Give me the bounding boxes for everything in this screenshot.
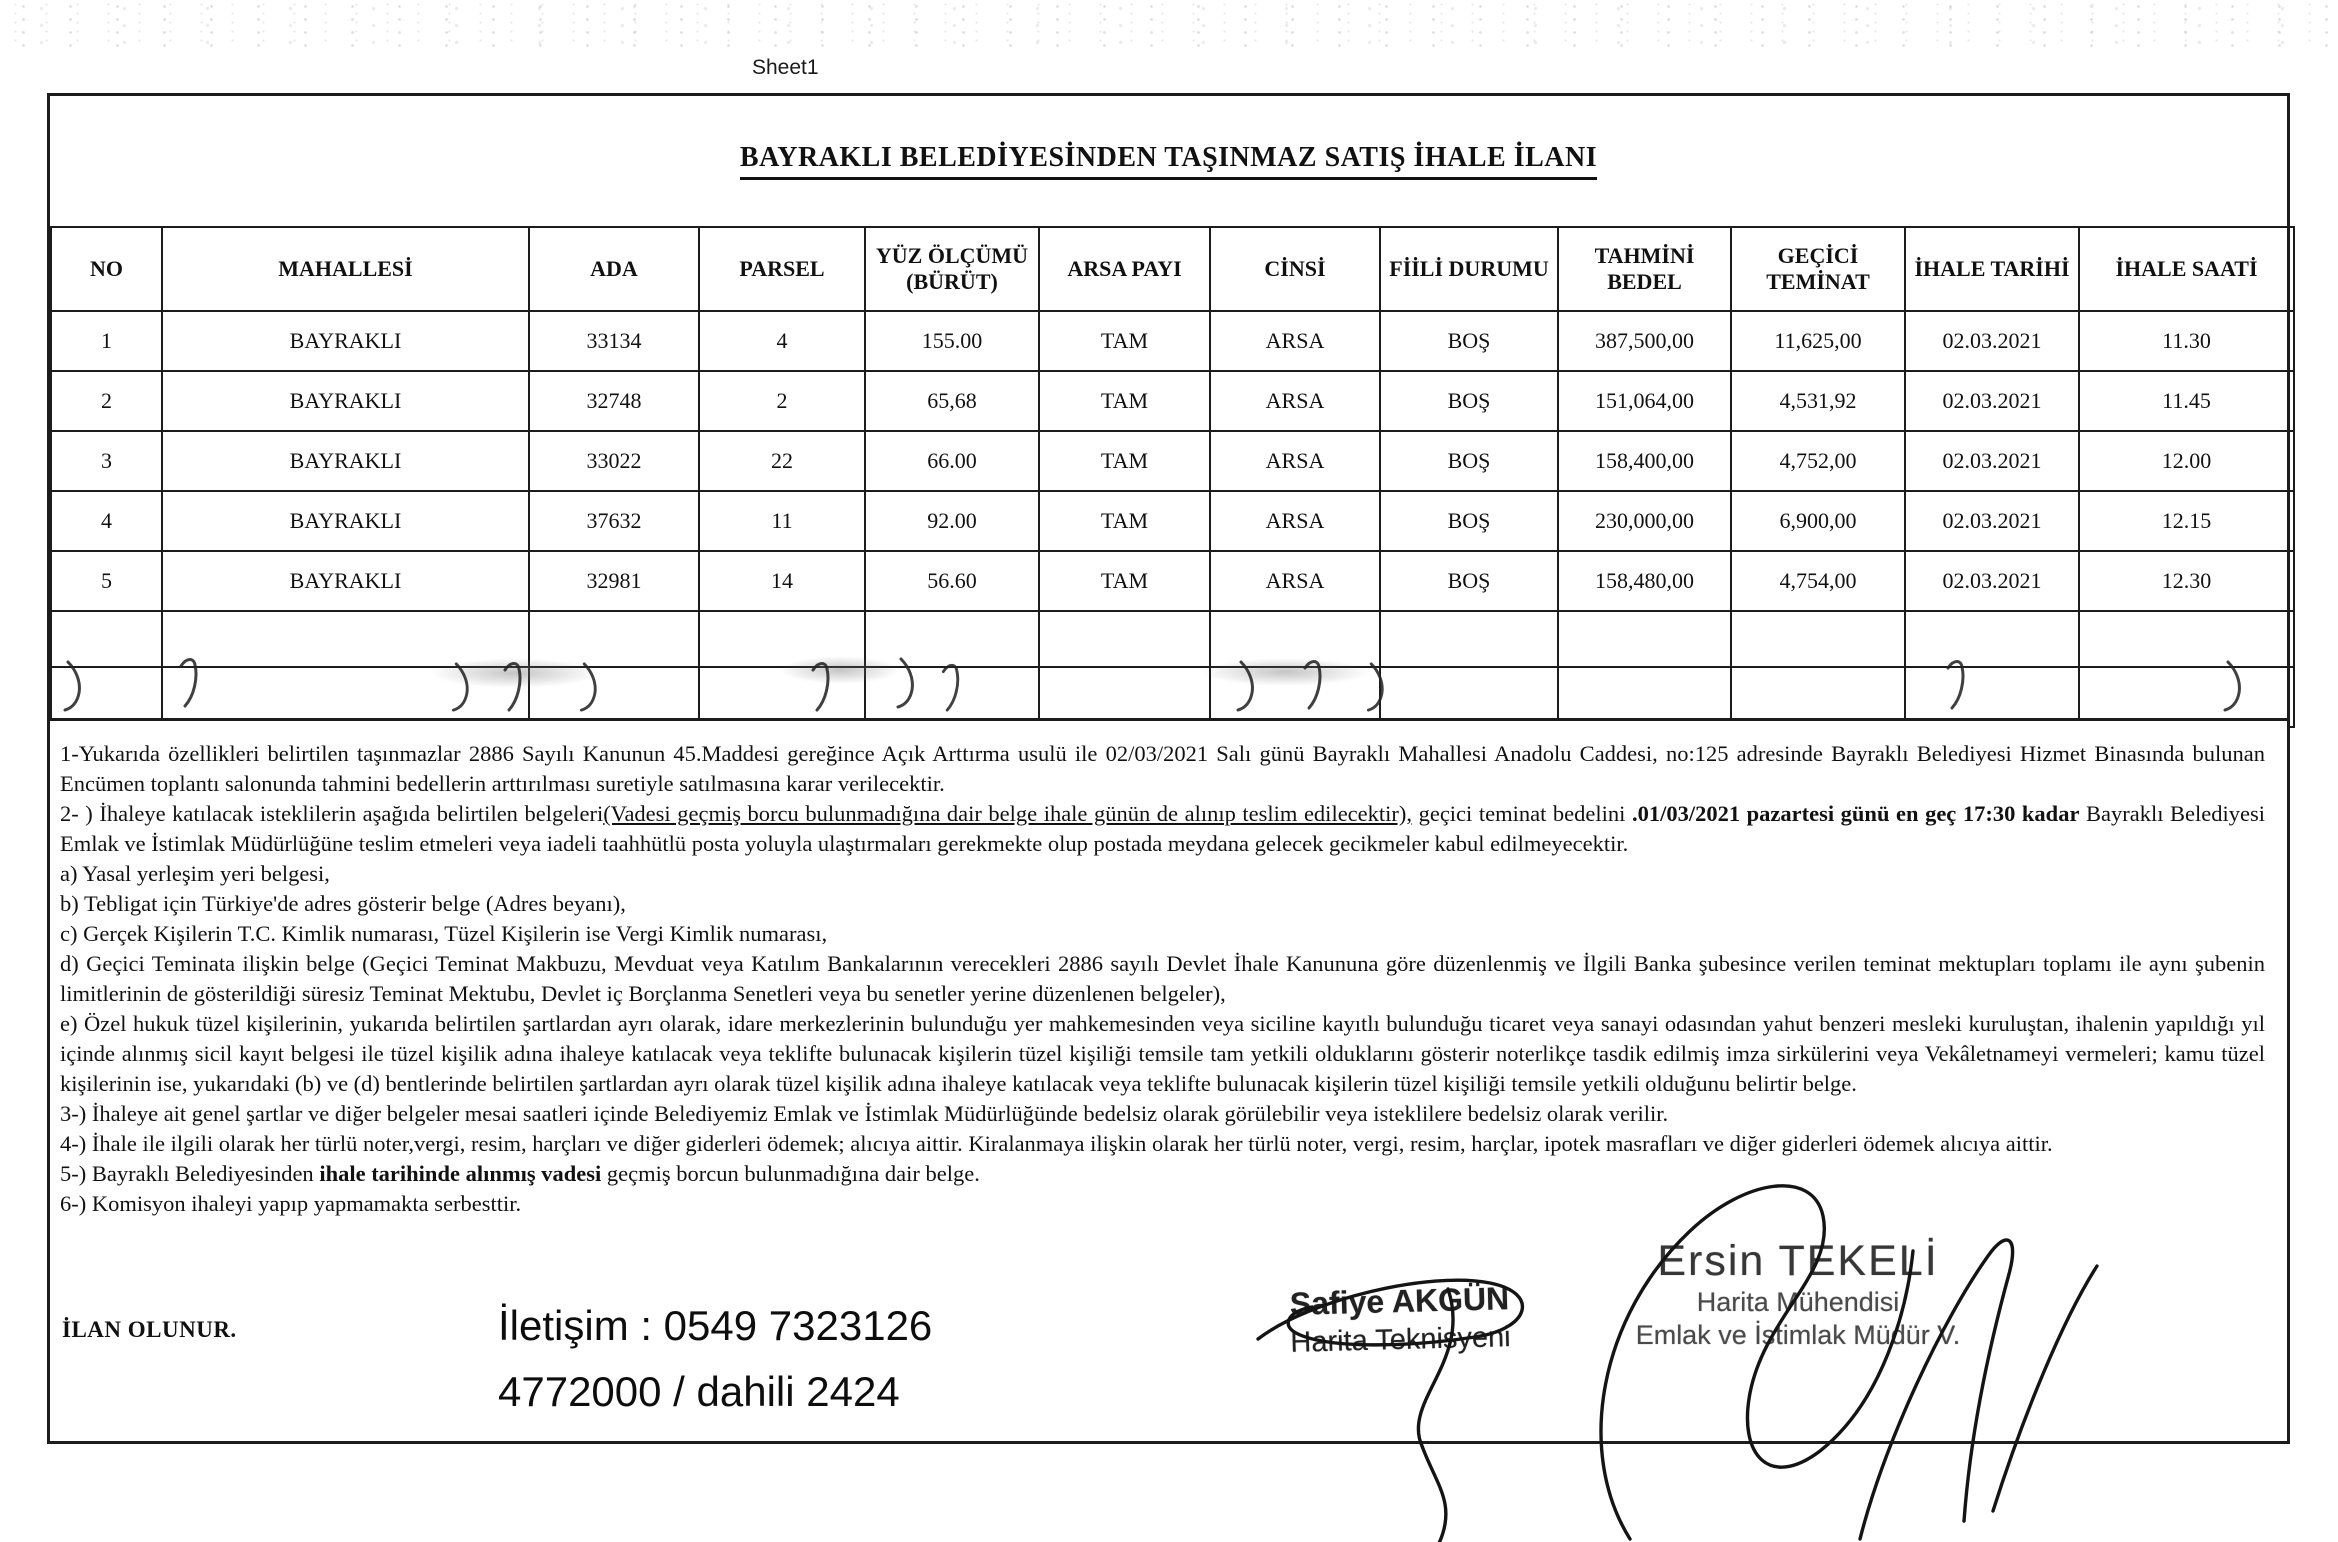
note-paragraph (60, 919, 2265, 949)
table-cell: BAYRAKLI (162, 491, 529, 551)
table-cell: ARSA (1210, 491, 1380, 551)
table-cell (1039, 611, 1210, 667)
table-cell: 4,752,00 (1731, 431, 1905, 491)
note-segment: a) Yasal yerleşim yeri belgesi, (60, 861, 330, 886)
table-cell: BOŞ (1380, 491, 1558, 551)
table-cell (2079, 611, 2294, 667)
note-paragraph (60, 949, 2265, 1009)
table-cell: 37632 (529, 491, 699, 551)
table-cell (1731, 611, 1905, 667)
column-header: ARSA PAYI (1039, 227, 1210, 311)
signature-ersin-tekeli (1555, 1161, 2155, 1541)
table-cell: 33022 (529, 431, 699, 491)
empty-table-row (51, 611, 2294, 667)
table-cell: ARSA (1210, 311, 1380, 371)
note-segment: 6-) Komisyon ihaleyi yapıp yapmamakta serbesttir. (60, 1191, 522, 1216)
contact-info (498, 1293, 932, 1425)
table-cell: BAYRAKLI (162, 431, 529, 491)
table-cell: 66.00 (865, 431, 1039, 491)
table-cell: 11.30 (2079, 311, 2294, 371)
table-cell: 11,625,00 (1731, 311, 1905, 371)
table-cell (1380, 611, 1558, 667)
signatory-name: Ersin TEKELİ (1657, 1237, 1939, 1285)
table-cell: 4 (699, 311, 865, 371)
table-cell: 230,000,00 (1558, 491, 1731, 551)
table-cell: 4,531,92 (1731, 371, 1905, 431)
document-title: BAYRAKLI BELEDİYESİNDEN TAŞINMAZ SATIŞ İHALE İLANI (740, 142, 1597, 180)
table-cell: 158,400,00 (1558, 431, 1731, 491)
table-cell: TAM (1039, 551, 1210, 611)
auction-table (50, 226, 2295, 728)
table-cell: TAM (1039, 311, 1210, 371)
column-header: GEÇİCİ TEMİNAT (1731, 227, 1905, 311)
table-cell: 02.03.2021 (1905, 551, 2079, 611)
table-cell: 14 (699, 551, 865, 611)
notes-frame (47, 718, 2290, 1444)
signatory-title: Harita Teknisyeni (1289, 1321, 1512, 1359)
note-segment: 5-) Bayraklı Belediyesinden (60, 1161, 320, 1186)
note-paragraph (60, 1009, 2265, 1099)
table-cell: ARSA (1210, 551, 1380, 611)
note-segment: c) Gerçek Kişilerin T.C. Kimlik numarası, Tüzel Kişilerin ise Vergi Kimlik numarası, (60, 921, 828, 946)
table-cell: TAM (1039, 491, 1210, 551)
note-paragraph (60, 1129, 2265, 1159)
column-header: CİNSİ (1210, 227, 1380, 311)
note-segment: 4-) İhale ile ilgili olarak her türlü noter,vergi, resim, harçları ve diğer giderleri ödemek; alıcıya aittir. Kiralanmaya ilişkin olarak her türlü noter, vergi, resim, harçlar, ipotek masrafları ve diğer giderleri ödemek alıcıya aittir. (60, 1131, 2053, 1156)
note-paragraph (60, 1099, 2265, 1129)
table-cell: TAM (1039, 431, 1210, 491)
table-row (51, 431, 2294, 491)
column-header: NO (51, 227, 162, 311)
table-cell: 6,900,00 (1731, 491, 1905, 551)
column-header: PARSEL (699, 227, 865, 311)
announcement-frame (47, 93, 2290, 731)
closing-text: İLAN OLUNUR. (62, 1317, 237, 1342)
table-cell: TAM (1039, 371, 1210, 431)
table-cell: 2 (51, 371, 162, 431)
column-header: İHALE TARİHİ (1905, 227, 2079, 311)
table-cell: 151,064,00 (1558, 371, 1731, 431)
table-cell: 02.03.2021 (1905, 491, 2079, 551)
table-row (51, 551, 2294, 611)
table-cell: ARSA (1210, 371, 1380, 431)
note-segment: b) Tebligat için Türkiye'de adres gösterir belge (Adres beyanı), (60, 891, 626, 916)
note-segment: ihale tarihinde alınmış vadesi (319, 1161, 602, 1186)
contact-line-2: 4772000 / dahili 2424 (498, 1368, 900, 1415)
note-segment: (Vadesi geçmiş borcu bulunmadığına dair belge ihale günün de alınıp teslim edilecektir), (603, 801, 1413, 826)
table-cell: 5 (51, 551, 162, 611)
table-cell (699, 611, 865, 667)
table-cell: 65,68 (865, 371, 1039, 431)
table-row (51, 491, 2294, 551)
table-cell: 32748 (529, 371, 699, 431)
note-segment: 2- ) İhaleye katılacak isteklilerin aşağıda belirtilen belgeleri (60, 801, 604, 826)
table-cell: 11 (699, 491, 865, 551)
signatory-title: Emlak ve İstimlak Müdür V. (1635, 1320, 1961, 1350)
table-cell (1905, 611, 2079, 667)
table-cell: 4,754,00 (1731, 551, 1905, 611)
notes-list (50, 721, 2287, 1219)
table-cell (1210, 611, 1380, 667)
note-segment: 1-Yukarıda özellikleri belirtilen taşınmazlar 2886 Sayılı Kanunun 45.Maddesi gereğince Açık Arttırma usulü ile 02/03/2021 Salı günü Bayraklı Mahallesi Anadolu Caddesi, no:125 adresinde Bayraklı Belediyesi Hizmet Binasında bulunan Encümen toplantı salonunda tahmini bedellerin arttırılması suretiyle satılmasına karar verilecektir. (60, 741, 2265, 796)
table-cell: ARSA (1210, 431, 1380, 491)
table-cell: BOŞ (1380, 551, 1558, 611)
scan-noise (0, 0, 2338, 48)
note-paragraph (60, 739, 2265, 799)
note-segment: geçici teminat bedelini (1412, 801, 1632, 826)
table-cell: 11.45 (2079, 371, 2294, 431)
sheet-label: Sheet1 (752, 56, 819, 79)
table-cell: 4 (51, 491, 162, 551)
column-header: YÜZ ÖLÇÜMÜ (BÜRÜT) (865, 227, 1039, 311)
table-cell: BAYRAKLI (162, 311, 529, 371)
column-header: ADA (529, 227, 699, 311)
table-cell: 92.00 (865, 491, 1039, 551)
table-body (51, 311, 2294, 727)
table-cell: 3 (51, 431, 162, 491)
table-cell: 12.30 (2079, 551, 2294, 611)
note-segment: e) Özel hukuk tüzel kişilerinin, yukarıda belirtilen şartlardan ayrı olarak, idare merkezlerinin bulunduğu yer mahkemesinden veya siciline kayıtlı bulunduğu ticaret veya sanayi odasından yahut benzeri mesleki kuruluştan, ihalenin yapıldığı yıl içinde alınmış sicil kayıt belgesi ile tüzel kişilik adına ihaleye katılacak veya teklifte bulunacak kişilerin tüzel kişiliği temsile tam yetkili olduklarını gösterir noterlikçe tasdik edilmiş imza sirkülerini veya Vekâletnameyi vermeleri; kamu tüzel kişilerinin ise, yukarıdaki (b) ve (d) bentlerinde belirtilen şartlardan ayrı olarak tüzel kişilik adına ihaleye katılacak veya teklifte bulunacak kişilerin tüzel kişiliği temsile yetkili olduğunu belirtir belge. (60, 1011, 2265, 1096)
table-cell: 02.03.2021 (1905, 431, 2079, 491)
table-row (51, 311, 2294, 371)
title-area (50, 96, 2287, 226)
table-cell (529, 611, 699, 667)
table-cell: 158,480,00 (1558, 551, 1731, 611)
table-cell: 12.00 (2079, 431, 2294, 491)
contact-line-1: İletişim : 0549 7323126 (498, 1302, 933, 1349)
table-cell (51, 611, 162, 667)
table-cell: BOŞ (1380, 311, 1558, 371)
column-header: TAHMİNİ BEDEL (1558, 227, 1731, 311)
table-cell: 155.00 (865, 311, 1039, 371)
note-segment: 3-) İhaleye ait genel şartlar ve diğer belgeler mesai saatleri içinde Belediyemiz Emlak ve İstimlak Müdürlüğünde bedelsiz olarak görülebilir veya isteklilere bedelsiz olarak verilir. (60, 1101, 1669, 1126)
column-header: MAHALLESİ (162, 227, 529, 311)
table-cell: 02.03.2021 (1905, 371, 2079, 431)
signatory-name: Safiye AKGÜN (1289, 1280, 1510, 1322)
note-segment: Bayraklı Belediyesi Emlak ve İstimlak Müdürlüğüne teslim etmeleri veya iadeli taahhütlü posta yoluyla ulaştırmaları gerekmekte olup postada meydana gelecek gecikmeler kabul edilmeyecektir. (60, 801, 2266, 856)
note-paragraph (60, 799, 2265, 859)
note-segment: d) Geçici Teminata ilişkin belge (Geçici Teminat Makbuzu, Mevduat veya Katılım Bankalarının verecekleri 2886 sayılı Devlet İhale Kanununa göre düzenlenmiş ve İlgili Banka şubesince verilen teminat mektupları toplamı ile aynı şubenin limitlerinin de gösterildiği süresiz Teminat Mektubu, Devlet iç Borçlanma Senetleri veya bu senetler yerine düzenlenen belgeler), (60, 951, 2265, 1006)
table-cell: BOŞ (1380, 371, 1558, 431)
table-cell: 32981 (529, 551, 699, 611)
table-row (51, 371, 2294, 431)
table-cell: 22 (699, 431, 865, 491)
signature-safiye-akgun (1240, 1241, 1560, 1542)
table-cell: BAYRAKLI (162, 371, 529, 431)
column-header: İHALE SAATİ (2079, 227, 2294, 311)
table-cell: 56.60 (865, 551, 1039, 611)
table-cell: 02.03.2021 (1905, 311, 2079, 371)
table-header-row (51, 227, 2294, 311)
note-segment: geçmiş borcun bulunmadığına dair belge. (601, 1161, 980, 1186)
table-cell: 1 (51, 311, 162, 371)
table-cell: BAYRAKLI (162, 551, 529, 611)
note-paragraph (60, 859, 2265, 889)
table-cell (865, 611, 1039, 667)
note-segment: .01/03/2021 pazartesi günü en geç 17:30 kadar (1631, 801, 2080, 826)
table-cell: 33134 (529, 311, 699, 371)
table-cell: 387,500,00 (1558, 311, 1731, 371)
note-paragraph (60, 889, 2265, 919)
table-cell: BOŞ (1380, 431, 1558, 491)
table-cell (1558, 611, 1731, 667)
table-cell (162, 611, 529, 667)
table-cell: 12.15 (2079, 491, 2294, 551)
signatory-title: Harita Mühendisi (1696, 1287, 1900, 1317)
column-header: FİİLİ DURUMU (1380, 227, 1558, 311)
table-cell: 2 (699, 371, 865, 431)
